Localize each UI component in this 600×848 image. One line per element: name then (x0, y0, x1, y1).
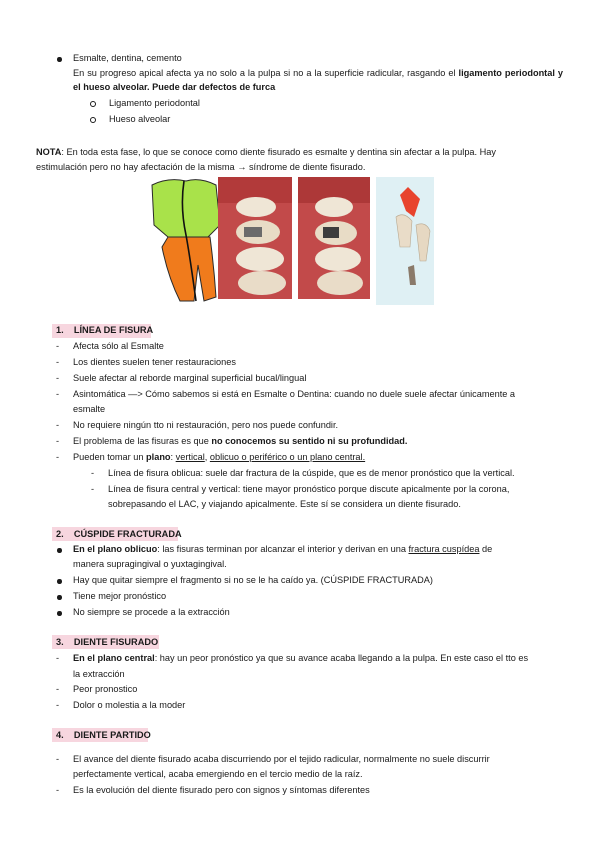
section-3-item: En el plano central: hay un peor pronóstico ya que su avance acaba llegando a la pulpa. En este caso el tto es (73, 653, 529, 663)
dash-bullet: - (56, 341, 60, 351)
bullet-dot (57, 611, 62, 616)
tooth-diagram (152, 180, 220, 301)
dash-bullet: - (56, 420, 60, 430)
sub-bullet-ring (90, 101, 96, 107)
section-1-item: Asintomática —> Cómo sabemos si está en Esmalte o Dentina: cuando no duele suele afectar únicamente a (73, 389, 516, 399)
section-1-item: No requiere ningún tto ni restauración, pero nos puede confundir. (73, 420, 339, 430)
nota-paragraph-line2: estimulación pero no hay afectación de la misma → síndrome de diente fisurado. (36, 162, 366, 172)
section-4-item-continuation: perfectamente vertical, acaba emergiendo en el tercio medio de la raíz. (73, 769, 363, 779)
intro-bullet-text: Esmalte, dentina, cemento (73, 53, 182, 63)
section-1-item: El problema de las fisuras es que no conocemos su sentido ni su profundidad. (73, 436, 408, 446)
section-2-bullet-continuation: manera supragingival o yuxtagingival. (73, 559, 227, 569)
section-3-item: Dolor o molestia a la moder (73, 700, 186, 710)
section-4-heading: 4. DIENTE PARTIDO (56, 730, 151, 740)
dash-bullet: - (56, 700, 60, 710)
bullet-dot (57, 548, 62, 553)
dash-bullet: - (56, 373, 60, 383)
section-2-bullet: En el plano oblicuo: las fisuras terminan por alcanzar el interior y derivan en una fractura cuspídea de (73, 544, 493, 554)
tooth-fracture-figure (138, 177, 434, 305)
clinical-photo-2 (298, 177, 370, 299)
section-2-bullet: Hay que quitar siempre el fragmento si no se le ha caído ya. (CÚSPIDE FRACTURADA) (73, 575, 433, 585)
section-2-bullet: No siempre se procede a la extracción (73, 607, 230, 617)
bullet-dot (57, 579, 62, 584)
extracted-tooth-photo (376, 177, 434, 305)
dash-bullet: - (56, 389, 60, 399)
section-4-item: Es la evolución del diente fisurado pero con signos y síntomas diferentes (73, 785, 370, 795)
plane-vertical-link[interactable]: vertical (175, 452, 205, 462)
bullet-dot (57, 57, 62, 62)
section-3-heading: 3. DIENTE FISURADO (56, 637, 159, 647)
dash-bullet: - (56, 436, 60, 446)
fractura-cuspidea-link[interactable]: fractura cuspídea (408, 544, 480, 554)
section-1-item: Los dientes suelen tener restauraciones (73, 357, 236, 367)
intro-sub-item: Ligamento periodontal (109, 98, 200, 108)
dash-bullet: - (56, 653, 60, 663)
section-1-subitem: Línea de fisura central y vertical: tiene mayor pronóstico porque discute apicalmente por la corona, (108, 484, 510, 494)
clinical-photo-1 (218, 177, 292, 299)
plane-oblique-link[interactable]: oblicuo o periférico o un plano central. (209, 452, 366, 462)
section-1-item: Pueden tomar un plano: vertical, oblicuo o periférico o un plano central. (73, 452, 366, 462)
dash-bullet: - (56, 452, 60, 462)
dash-bullet: - (91, 484, 95, 494)
dash-bullet: - (56, 785, 60, 795)
section-1-item: Suele afectar al reborde marginal superficial bucal/lingual (73, 373, 307, 383)
sub-bullet-ring (90, 117, 96, 123)
tooth-illustration (138, 177, 434, 305)
section-1-subitem-continuation: sobrepasando el LAC, y viajando apicalmente. Este sí se considera un diente fisurado. (108, 499, 461, 509)
section-2-bullet: Tiene mejor pronóstico (73, 591, 167, 601)
dash-bullet: - (91, 468, 95, 478)
dash-bullet: - (56, 754, 60, 764)
section-1-heading: 1. LÍNEA DE FISURA (56, 325, 154, 335)
section-1-item-continuation: esmalte (73, 404, 106, 414)
section-1-item: Afecta sólo al Esmalte (73, 341, 164, 351)
section-4-item: El avance del diente fisurado acaba discurriendo por el tejido radicular, normalmente no suele discurrir (73, 754, 490, 764)
intro-paragraph: En su progreso apical afecta ya no solo a la pulpa si no a la superficie radicular, rasgando el ligamento periodontal y el hueso alveolar. Puede dar defectos de furca (73, 68, 563, 93)
bullet-dot (57, 595, 62, 600)
dash-bullet: - (56, 357, 60, 367)
section-1-subitem: Línea de fisura oblicua: suele dar fractura de la cúspide, que es de menor pronóstico que la vertical. (108, 468, 515, 478)
intro-sub-item: Hueso alveolar (109, 114, 171, 124)
section-3-item: Peor pronostico (73, 684, 138, 694)
dash-bullet: - (56, 684, 60, 694)
nota-paragraph: NOTA: En toda esta fase, lo que se conoce como diente fisurado es esmalte y dentina sin afectar a la pulpa. Hay (36, 147, 496, 157)
section-3-item-continuation: la extracción (73, 669, 125, 679)
section-2-heading: 2. CÚSPIDE FRACTURADA (56, 529, 182, 539)
